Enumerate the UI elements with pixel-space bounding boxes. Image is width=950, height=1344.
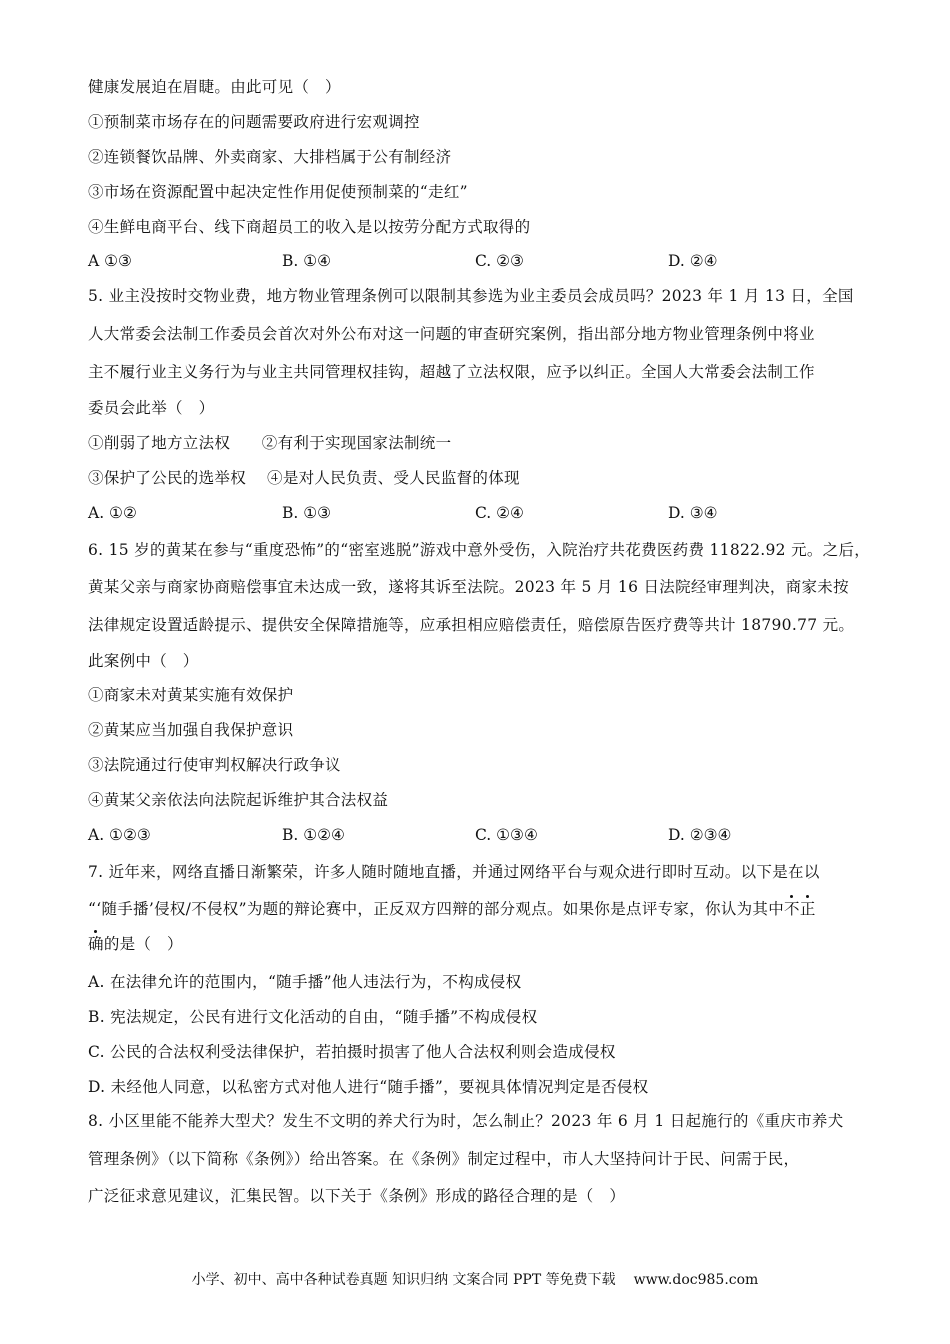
emphasis-char: 正 bbox=[799, 900, 816, 918]
answer-option-d: D. ②④ bbox=[668, 252, 718, 270]
answer-choice-b: B. 宪法规定，公民有进行文化活动的自由，“随手播”不构成侵权 bbox=[88, 1008, 538, 1026]
answer-option-c: C. ②④ bbox=[475, 504, 524, 522]
statement-item: ④生鲜电商平台、线下商超员工的收入是以按劳分配方式取得的 bbox=[88, 218, 531, 236]
question-text-line: 健康发展迫在眉睫。由此可见（ ） bbox=[88, 78, 341, 96]
question-8-text: 广泛征求意见建议，汇集民智。以下关于《条例》形成的路径合理的是（ ） bbox=[88, 1187, 626, 1205]
statement-item: ③保护了公民的选举权 ④是对人民负责、受人民监督的体现 bbox=[88, 469, 520, 487]
question-7-text-part: “‘随手播’侵权/不侵权”为题的辩论赛中，正反双方四辩的部分观点。如果你是点评专家，你认为其中 bbox=[88, 900, 785, 918]
answer-choice-c: C. 公民的合法权利受法律保护，若拍摄时损害了他人合法权利则会造成侵权 bbox=[88, 1043, 616, 1061]
statement-item: ①预制菜市场存在的问题需要政府进行宏观调控 bbox=[88, 113, 420, 131]
question-5-text: 委员会此举（ ） bbox=[88, 399, 215, 417]
emphasis-char: 不 bbox=[784, 900, 800, 918]
statement-item: ②连锁餐饮品牌、外卖商家、大排档属于公有制经济 bbox=[88, 148, 452, 166]
question-6-text: 法律规定设置适龄提示、提供安全保障措施等，应承担相应赔偿责任，赔偿原告医疗费等共计 18790.77 元。 bbox=[88, 616, 855, 634]
answer-option-b: B. ①②④ bbox=[282, 826, 345, 844]
question-6-text: 此案例中（ ） bbox=[88, 652, 199, 670]
question-6-text: 6. 15 岁的黄某在参与“重度恐怖”的“密室逃脱”游戏中意外受伤，入院治疗共花费医药费 11822.92 元。之后， bbox=[88, 541, 871, 559]
question-5-text: 5. 业主没按时交物业费，地方物业管理条例可以限制其参选为业主委员会成员吗？2023 年 1 月 13 日，全国 bbox=[88, 287, 854, 305]
question-7-text bbox=[88, 899, 816, 919]
question-7-text bbox=[88, 934, 183, 954]
question-7-text-part: 的是（ ） bbox=[103, 935, 183, 953]
emphasis-char: 确 bbox=[88, 935, 104, 953]
question-7-text: 7. 近年来，网络直播日渐繁荣，许多人随时随地直播，并通过网络平台与观众进行即时互动。以下是在以 bbox=[88, 863, 820, 881]
footer-site-link[interactable]: www.doc985.com bbox=[633, 1272, 759, 1288]
statement-item: ①商家未对黄某实施有效保护 bbox=[88, 686, 294, 704]
question-5-text: 主不履行业主义务行为与业主共同管理权挂钩，超越了立法权限，应予以纠正。全国人大常委会法制工作 bbox=[88, 363, 815, 381]
statement-item: ④黄某父亲依法向法院起诉维护其合法权益 bbox=[88, 791, 389, 809]
answer-option-c: C. ②③ bbox=[475, 252, 524, 270]
answer-choice-a: A. 在法律允许的范围内，“随手播”他人违法行为，不构成侵权 bbox=[88, 973, 522, 991]
answer-option-d: D. ③④ bbox=[668, 504, 718, 522]
answer-option-a: A ①③ bbox=[88, 252, 132, 270]
answer-choice-d: D. 未经他人同意，以私密方式对他人进行“随手播”，要视具体情况判定是否侵权 bbox=[88, 1078, 649, 1096]
question-8-text: 8. 小区里能不能养大型犬？发生不文明的养犬行为时，怎么制止？2023 年 6 月 1 日起施行的《重庆市养犬 bbox=[88, 1112, 844, 1130]
question-8-text: 管理条例》（以下简称《条例》）给出答案。在《条例》制定过程中，市人大坚持问计于民、问需于民， bbox=[88, 1150, 800, 1168]
answer-option-a: A. ①②③ bbox=[88, 826, 151, 844]
question-5-text: 人大常委会法制工作委员会首次对外公布对这一问题的审查研究案例，指出部分地方物业管理条例中将业 bbox=[88, 325, 815, 343]
statement-item: ①削弱了地方立法权 ②有利于实现国家法制统一 bbox=[88, 434, 452, 452]
answer-option-b: B. ①③ bbox=[282, 504, 332, 522]
answer-option-d: D. ②③④ bbox=[668, 826, 732, 844]
answer-option-a: A. ①② bbox=[88, 504, 137, 522]
answer-option-b: B. ①④ bbox=[282, 252, 332, 270]
page-footer bbox=[0, 1270, 950, 1290]
answer-option-c: C. ①③④ bbox=[475, 826, 538, 844]
statement-item: ③法院通过行使审判权解决行政争议 bbox=[88, 756, 341, 774]
statement-item: ②黄某应当加强自我保护意识 bbox=[88, 721, 294, 739]
question-6-text: 黄某父亲与商家协商赔偿事宜未达成一致，遂将其诉至法院。2023 年 5 月 16 日法院经审理判决，商家未按 bbox=[88, 578, 849, 596]
footer-text: 小学、初中、高中各种试卷真题 知识归纳 文案合同 PPT 等免费下载 bbox=[191, 1272, 616, 1288]
statement-item: ③市场在资源配置中起决定性作用促使预制菜的“走红” bbox=[88, 183, 468, 201]
